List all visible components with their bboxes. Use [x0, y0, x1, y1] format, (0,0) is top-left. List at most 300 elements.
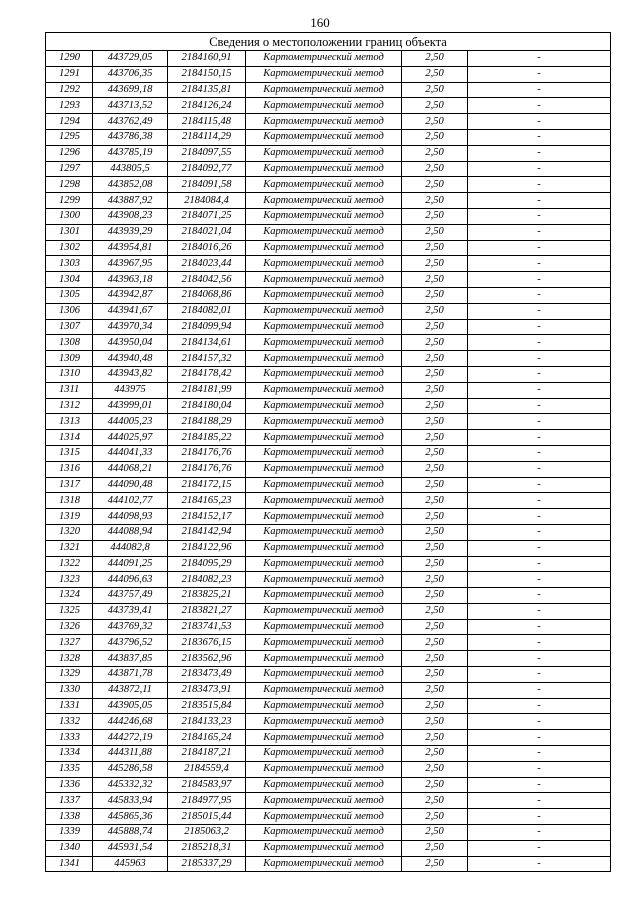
method-cell: Картометрический метод [246, 145, 402, 161]
x-coordinate-cell: 443785,19 [93, 145, 168, 161]
table-row [46, 493, 611, 509]
accuracy-cell: 2,50 [402, 161, 468, 177]
accuracy-cell: 2,50 [402, 98, 468, 114]
method-cell: Картометрический метод [246, 414, 402, 430]
x-coordinate-cell: 443970,34 [93, 319, 168, 335]
accuracy-cell: 2,50 [402, 825, 468, 841]
note-cell: - [468, 509, 611, 525]
x-coordinate-cell: 443954,81 [93, 240, 168, 256]
x-coordinate-cell: 443757,49 [93, 588, 168, 604]
accuracy-cell: 2,50 [402, 208, 468, 224]
y-coordinate-cell: 2183741,53 [168, 619, 246, 635]
accuracy-cell: 2,50 [402, 588, 468, 604]
method-cell: Картометрический метод [246, 208, 402, 224]
method-cell: Картометрический метод [246, 114, 402, 130]
x-coordinate-cell: 443940,48 [93, 351, 168, 367]
method-cell: Картометрический метод [246, 224, 402, 240]
table-row [46, 445, 611, 461]
table-row [46, 319, 611, 335]
method-cell: Картометрический метод [246, 556, 402, 572]
method-cell: Картометрический метод [246, 651, 402, 667]
y-coordinate-cell: 2185337,29 [168, 856, 246, 872]
note-cell: - [468, 698, 611, 714]
y-coordinate-cell: 2184181,99 [168, 382, 246, 398]
method-cell: Картометрический метод [246, 51, 402, 67]
note-cell: - [468, 319, 611, 335]
table-row [46, 98, 611, 114]
note-cell: - [468, 414, 611, 430]
accuracy-cell: 2,50 [402, 556, 468, 572]
y-coordinate-cell: 2184042,56 [168, 272, 246, 288]
table-row [46, 256, 611, 272]
table-row [46, 66, 611, 82]
point-number-cell: 1305 [46, 287, 93, 303]
x-coordinate-cell: 443786,38 [93, 129, 168, 145]
note-cell: - [468, 272, 611, 288]
y-coordinate-cell: 2184180,04 [168, 398, 246, 414]
accuracy-cell: 2,50 [402, 682, 468, 698]
y-coordinate-cell: 2183821,27 [168, 603, 246, 619]
accuracy-cell: 2,50 [402, 366, 468, 382]
note-cell: - [468, 493, 611, 509]
table-row [46, 129, 611, 145]
point-number-cell: 1337 [46, 793, 93, 809]
method-cell: Картометрический метод [246, 761, 402, 777]
note-cell: - [468, 777, 611, 793]
table-row [46, 82, 611, 98]
accuracy-cell: 2,50 [402, 335, 468, 351]
note-cell: - [468, 588, 611, 604]
y-coordinate-cell: 2184092,77 [168, 161, 246, 177]
y-coordinate-cell: 2184068,86 [168, 287, 246, 303]
table-row [46, 461, 611, 477]
note-cell: - [468, 714, 611, 730]
accuracy-cell: 2,50 [402, 445, 468, 461]
y-coordinate-cell: 2184133,23 [168, 714, 246, 730]
table-row [46, 856, 611, 872]
x-coordinate-cell: 444272,19 [93, 730, 168, 746]
y-coordinate-cell: 2184152,17 [168, 509, 246, 525]
method-cell: Картометрический метод [246, 477, 402, 493]
boundary-coordinates-table [45, 32, 611, 872]
point-number-cell: 1294 [46, 114, 93, 130]
table-row [46, 777, 611, 793]
accuracy-cell: 2,50 [402, 382, 468, 398]
note-cell: - [468, 793, 611, 809]
point-number-cell: 1322 [46, 556, 93, 572]
point-number-cell: 1335 [46, 761, 93, 777]
accuracy-cell: 2,50 [402, 730, 468, 746]
note-cell: - [468, 603, 611, 619]
x-coordinate-cell: 444068,21 [93, 461, 168, 477]
accuracy-cell: 2,50 [402, 635, 468, 651]
accuracy-cell: 2,50 [402, 840, 468, 856]
method-cell: Картометрический метод [246, 256, 402, 272]
y-coordinate-cell: 2184115,48 [168, 114, 246, 130]
table-row [46, 825, 611, 841]
method-cell: Картометрический метод [246, 177, 402, 193]
table-row [46, 635, 611, 651]
note-cell: - [468, 351, 611, 367]
x-coordinate-cell: 445332,32 [93, 777, 168, 793]
x-coordinate-cell: 443967,95 [93, 256, 168, 272]
y-coordinate-cell: 2184157,32 [168, 351, 246, 367]
accuracy-cell: 2,50 [402, 129, 468, 145]
table-row [46, 556, 611, 572]
method-cell: Картометрический метод [246, 98, 402, 114]
y-coordinate-cell: 2184097,55 [168, 145, 246, 161]
point-number-cell: 1314 [46, 430, 93, 446]
x-coordinate-cell: 444091,25 [93, 556, 168, 572]
accuracy-cell: 2,50 [402, 714, 468, 730]
point-number-cell: 1295 [46, 129, 93, 145]
table-row [46, 414, 611, 430]
accuracy-cell: 2,50 [402, 414, 468, 430]
page-number: 160 [310, 15, 330, 30]
accuracy-cell: 2,50 [402, 398, 468, 414]
note-cell: - [468, 335, 611, 351]
x-coordinate-cell: 443805,5 [93, 161, 168, 177]
point-number-cell: 1310 [46, 366, 93, 382]
x-coordinate-cell: 443729,05 [93, 51, 168, 67]
y-coordinate-cell: 2184114,29 [168, 129, 246, 145]
y-coordinate-cell: 2184023,44 [168, 256, 246, 272]
x-coordinate-cell: 443963,18 [93, 272, 168, 288]
method-cell: Картометрический метод [246, 588, 402, 604]
table-body [46, 51, 611, 872]
table-row [46, 761, 611, 777]
y-coordinate-cell: 2184135,81 [168, 82, 246, 98]
accuracy-cell: 2,50 [402, 698, 468, 714]
accuracy-cell: 2,50 [402, 287, 468, 303]
method-cell: Картометрический метод [246, 840, 402, 856]
y-coordinate-cell: 2184082,23 [168, 572, 246, 588]
point-number-cell: 1324 [46, 588, 93, 604]
x-coordinate-cell: 444025,97 [93, 430, 168, 446]
method-cell: Картометрический метод [246, 619, 402, 635]
accuracy-cell: 2,50 [402, 619, 468, 635]
y-coordinate-cell: 2183473,91 [168, 682, 246, 698]
method-cell: Картометрический метод [246, 730, 402, 746]
x-coordinate-cell: 445963 [93, 856, 168, 872]
y-coordinate-cell: 2184165,24 [168, 730, 246, 746]
note-cell: - [468, 129, 611, 145]
table-row [46, 366, 611, 382]
note-cell: - [468, 145, 611, 161]
note-cell: - [468, 540, 611, 556]
x-coordinate-cell: 444102,77 [93, 493, 168, 509]
note-cell: - [468, 761, 611, 777]
y-coordinate-cell: 2184188,29 [168, 414, 246, 430]
point-number-cell: 1317 [46, 477, 93, 493]
note-cell: - [468, 208, 611, 224]
accuracy-cell: 2,50 [402, 572, 468, 588]
point-number-cell: 1311 [46, 382, 93, 398]
table-row [46, 398, 611, 414]
accuracy-cell: 2,50 [402, 193, 468, 209]
x-coordinate-cell: 445286,58 [93, 761, 168, 777]
table-row [46, 114, 611, 130]
table-title: Сведения о местоположении границ объекта [46, 33, 611, 51]
y-coordinate-cell: 2184134,61 [168, 335, 246, 351]
y-coordinate-cell: 2184095,29 [168, 556, 246, 572]
x-coordinate-cell: 443975 [93, 382, 168, 398]
note-cell: - [468, 619, 611, 635]
method-cell: Картометрический метод [246, 430, 402, 446]
y-coordinate-cell: 2184082,01 [168, 303, 246, 319]
point-number-cell: 1338 [46, 809, 93, 825]
table-row [46, 651, 611, 667]
note-cell: - [468, 809, 611, 825]
y-coordinate-cell: 2184160,91 [168, 51, 246, 67]
point-number-cell: 1330 [46, 682, 93, 698]
point-number-cell: 1339 [46, 825, 93, 841]
x-coordinate-cell: 443905,05 [93, 698, 168, 714]
table-row [46, 667, 611, 683]
point-number-cell: 1320 [46, 524, 93, 540]
method-cell: Картометрический метод [246, 129, 402, 145]
method-cell: Картометрический метод [246, 493, 402, 509]
point-number-cell: 1318 [46, 493, 93, 509]
point-number-cell: 1336 [46, 777, 93, 793]
table-row [46, 477, 611, 493]
method-cell: Картометрический метод [246, 809, 402, 825]
method-cell: Картометрический метод [246, 667, 402, 683]
method-cell: Картометрический метод [246, 445, 402, 461]
x-coordinate-cell: 443796,52 [93, 635, 168, 651]
point-number-cell: 1309 [46, 351, 93, 367]
point-number-cell: 1298 [46, 177, 93, 193]
note-cell: - [468, 114, 611, 130]
note-cell: - [468, 224, 611, 240]
method-cell: Картометрический метод [246, 698, 402, 714]
method-cell: Картометрический метод [246, 82, 402, 98]
x-coordinate-cell: 443762,49 [93, 114, 168, 130]
accuracy-cell: 2,50 [402, 240, 468, 256]
method-cell: Картометрический метод [246, 635, 402, 651]
note-cell: - [468, 366, 611, 382]
table-row [46, 619, 611, 635]
y-coordinate-cell: 2184016,26 [168, 240, 246, 256]
note-cell: - [468, 177, 611, 193]
table-row [46, 177, 611, 193]
accuracy-cell: 2,50 [402, 351, 468, 367]
y-coordinate-cell: 2185218,31 [168, 840, 246, 856]
method-cell: Картометрический метод [246, 335, 402, 351]
note-cell: - [468, 161, 611, 177]
method-cell: Картометрический метод [246, 524, 402, 540]
accuracy-cell: 2,50 [402, 224, 468, 240]
accuracy-cell: 2,50 [402, 461, 468, 477]
method-cell: Картометрический метод [246, 825, 402, 841]
x-coordinate-cell: 443837,85 [93, 651, 168, 667]
note-cell: - [468, 287, 611, 303]
accuracy-cell: 2,50 [402, 66, 468, 82]
table-row [46, 746, 611, 762]
x-coordinate-cell: 443887,92 [93, 193, 168, 209]
note-cell: - [468, 382, 611, 398]
note-cell: - [468, 430, 611, 446]
y-coordinate-cell: 2184126,24 [168, 98, 246, 114]
note-cell: - [468, 667, 611, 683]
point-number-cell: 1301 [46, 224, 93, 240]
y-coordinate-cell: 2184122,96 [168, 540, 246, 556]
point-number-cell: 1302 [46, 240, 93, 256]
point-number-cell: 1328 [46, 651, 93, 667]
note-cell: - [468, 635, 611, 651]
x-coordinate-cell: 443871,78 [93, 667, 168, 683]
x-coordinate-cell: 443941,67 [93, 303, 168, 319]
x-coordinate-cell: 445931,54 [93, 840, 168, 856]
point-number-cell: 1293 [46, 98, 93, 114]
x-coordinate-cell: 443769,32 [93, 619, 168, 635]
table-row [46, 430, 611, 446]
x-coordinate-cell: 444041,33 [93, 445, 168, 461]
x-coordinate-cell: 443706,35 [93, 66, 168, 82]
point-number-cell: 1319 [46, 509, 93, 525]
accuracy-cell: 2,50 [402, 477, 468, 493]
x-coordinate-cell: 443950,04 [93, 335, 168, 351]
table-row [46, 272, 611, 288]
note-cell: - [468, 51, 611, 67]
note-cell: - [468, 398, 611, 414]
point-number-cell: 1290 [46, 51, 93, 67]
y-coordinate-cell: 2184142,94 [168, 524, 246, 540]
method-cell: Картометрический метод [246, 161, 402, 177]
accuracy-cell: 2,50 [402, 856, 468, 872]
point-number-cell: 1292 [46, 82, 93, 98]
method-cell: Картометрический метод [246, 540, 402, 556]
accuracy-cell: 2,50 [402, 509, 468, 525]
note-cell: - [468, 682, 611, 698]
method-cell: Картометрический метод [246, 398, 402, 414]
accuracy-cell: 2,50 [402, 603, 468, 619]
y-coordinate-cell: 2184185,22 [168, 430, 246, 446]
x-coordinate-cell: 443852,08 [93, 177, 168, 193]
note-cell: - [468, 240, 611, 256]
point-number-cell: 1326 [46, 619, 93, 635]
note-cell: - [468, 82, 611, 98]
note-cell: - [468, 572, 611, 588]
method-cell: Картометрический метод [246, 572, 402, 588]
point-number-cell: 1325 [46, 603, 93, 619]
method-cell: Картометрический метод [246, 366, 402, 382]
table-row [46, 382, 611, 398]
y-coordinate-cell: 2184099,94 [168, 319, 246, 335]
x-coordinate-cell: 443713,52 [93, 98, 168, 114]
table-row [46, 351, 611, 367]
accuracy-cell: 2,50 [402, 540, 468, 556]
table-row [46, 793, 611, 809]
table-row [46, 303, 611, 319]
accuracy-cell: 2,50 [402, 82, 468, 98]
table-row [46, 698, 611, 714]
point-number-cell: 1341 [46, 856, 93, 872]
method-cell: Картометрический метод [246, 714, 402, 730]
point-number-cell: 1299 [46, 193, 93, 209]
point-number-cell: 1297 [46, 161, 93, 177]
y-coordinate-cell: 2184176,76 [168, 461, 246, 477]
method-cell: Картометрический метод [246, 777, 402, 793]
point-number-cell: 1321 [46, 540, 93, 556]
accuracy-cell: 2,50 [402, 319, 468, 335]
table-row [46, 51, 611, 67]
note-cell: - [468, 303, 611, 319]
method-cell: Картометрический метод [246, 509, 402, 525]
table-row [46, 588, 611, 604]
table-row [46, 335, 611, 351]
point-number-cell: 1296 [46, 145, 93, 161]
accuracy-cell: 2,50 [402, 667, 468, 683]
point-number-cell: 1306 [46, 303, 93, 319]
y-coordinate-cell: 2184178,42 [168, 366, 246, 382]
y-coordinate-cell: 2184583,97 [168, 777, 246, 793]
accuracy-cell: 2,50 [402, 114, 468, 130]
point-number-cell: 1323 [46, 572, 93, 588]
table-row [46, 193, 611, 209]
y-coordinate-cell: 2185063,2 [168, 825, 246, 841]
accuracy-cell: 2,50 [402, 272, 468, 288]
point-number-cell: 1307 [46, 319, 93, 335]
point-number-cell: 1304 [46, 272, 93, 288]
table-row [46, 603, 611, 619]
point-number-cell: 1329 [46, 667, 93, 683]
y-coordinate-cell: 2184165,23 [168, 493, 246, 509]
x-coordinate-cell: 444005,23 [93, 414, 168, 430]
y-coordinate-cell: 2183825,21 [168, 588, 246, 604]
x-coordinate-cell: 443939,29 [93, 224, 168, 240]
x-coordinate-cell: 444246,68 [93, 714, 168, 730]
y-coordinate-cell: 2184084,4 [168, 193, 246, 209]
note-cell: - [468, 256, 611, 272]
x-coordinate-cell: 445833,94 [93, 793, 168, 809]
method-cell: Картометрический метод [246, 682, 402, 698]
x-coordinate-cell: 443872,11 [93, 682, 168, 698]
accuracy-cell: 2,50 [402, 761, 468, 777]
method-cell: Картометрический метод [246, 382, 402, 398]
table-row [46, 161, 611, 177]
x-coordinate-cell: 444082,8 [93, 540, 168, 556]
note-cell: - [468, 477, 611, 493]
y-coordinate-cell: 2184021,04 [168, 224, 246, 240]
y-coordinate-cell: 2183515,84 [168, 698, 246, 714]
method-cell: Картометрический метод [246, 746, 402, 762]
table-row [46, 730, 611, 746]
point-number-cell: 1291 [46, 66, 93, 82]
point-number-cell: 1300 [46, 208, 93, 224]
y-coordinate-cell: 2184091,58 [168, 177, 246, 193]
x-coordinate-cell: 445888,74 [93, 825, 168, 841]
accuracy-cell: 2,50 [402, 777, 468, 793]
note-cell: - [468, 651, 611, 667]
x-coordinate-cell: 444090,48 [93, 477, 168, 493]
y-coordinate-cell: 2185015,44 [168, 809, 246, 825]
y-coordinate-cell: 2184187,21 [168, 746, 246, 762]
x-coordinate-cell: 444311,88 [93, 746, 168, 762]
accuracy-cell: 2,50 [402, 256, 468, 272]
y-coordinate-cell: 2183562,96 [168, 651, 246, 667]
y-coordinate-cell: 2184071,25 [168, 208, 246, 224]
table-row [46, 224, 611, 240]
accuracy-cell: 2,50 [402, 651, 468, 667]
table-row [46, 287, 611, 303]
point-number-cell: 1303 [46, 256, 93, 272]
method-cell: Картометрический метод [246, 461, 402, 477]
table-title-row [46, 33, 611, 51]
point-number-cell: 1333 [46, 730, 93, 746]
y-coordinate-cell: 2183676,15 [168, 635, 246, 651]
table-row [46, 145, 611, 161]
